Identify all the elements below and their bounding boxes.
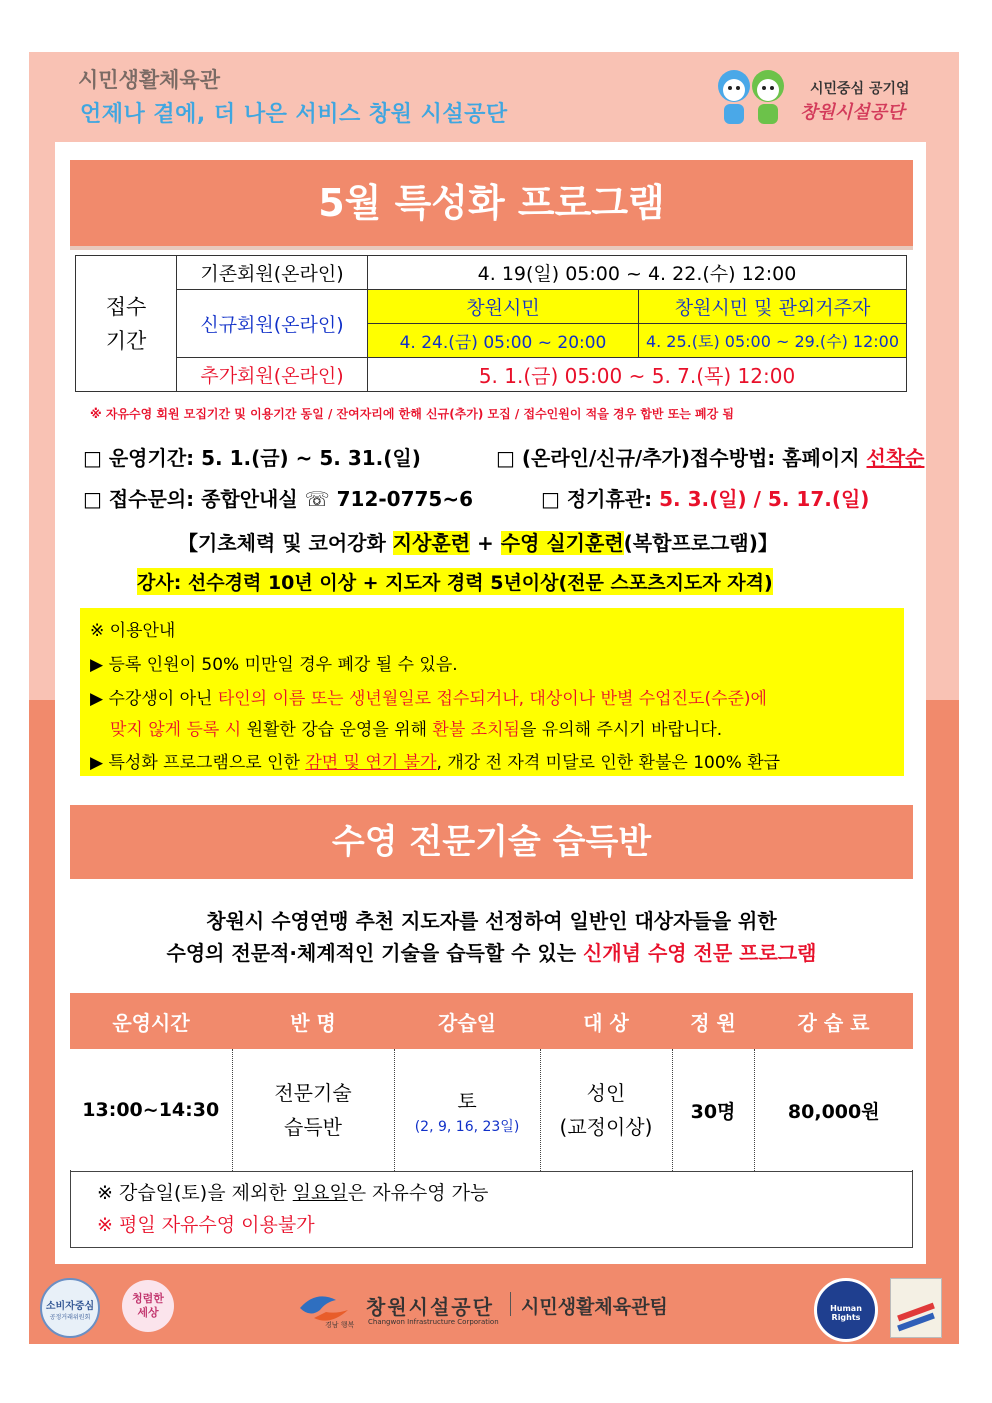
logo-wordmark: 창원시설공단 xyxy=(800,102,905,123)
guide-item-3-a: 맞지 않게 등록 시 xyxy=(110,720,242,740)
cell-fee: 80,000원 xyxy=(754,1049,913,1172)
col-header-capacity: 정 원 xyxy=(672,993,754,1049)
consumer-badge-sub: 공정거래위원회 xyxy=(49,1314,91,1321)
guide-item-2-b: 타인의 이름 또는 생년월일로 접수되거나, 대상이나 반별 수업진도(수준)에 xyxy=(217,689,767,709)
closed-days-label: □ 정기휴관: xyxy=(541,487,660,511)
corp-name-en: Changwon Infrastructure Corporation xyxy=(368,1318,499,1326)
guide-title: ※ 이용안내 xyxy=(90,621,176,641)
instructor-info: 강사: 선수경력 10년 이상 + 지도자 경력 5년이상(전문 스포츠지도자 자격) xyxy=(137,568,773,595)
existing-member-label: 기존회원(온라인) xyxy=(177,256,368,290)
program-desc-line1: 창원시 수영연맹 추천 지도자를 선정하여 일반인 대상자들을 위한 xyxy=(206,909,777,933)
program-note-1-sunday: 일요일 xyxy=(292,1182,348,1204)
cell-day xyxy=(394,1049,540,1172)
program-note-1-a: ※ 강습일(토)을 제외한 xyxy=(97,1182,293,1204)
cell-day-main: 토 xyxy=(457,1088,477,1113)
cell-class-line2: 습득반 xyxy=(284,1115,342,1139)
course-part-swim: 수영 실기훈련 xyxy=(500,531,624,555)
usage-guide-box xyxy=(80,608,904,776)
mascot-logo-icon xyxy=(712,64,792,130)
guide-item-4-b: 감면 및 연기 불가 xyxy=(305,753,437,773)
org-name: 시민생활체육관 xyxy=(78,68,221,92)
reg-label-line1: 접수 xyxy=(105,294,147,319)
new-member-col2-head: 창원시민 및 관외거주자 xyxy=(639,290,907,324)
program-desc-line2-a: 수영의 전문적·체계적인 기술을 습득할 수 있는 xyxy=(166,941,584,965)
certification-badge-icon xyxy=(890,1278,942,1338)
course-part-e: (복합프로그램)】 xyxy=(623,531,778,555)
cell-capacity: 30명 xyxy=(672,1049,754,1172)
guide-item-3-d: 을 유의해 주시기 바랍니다. xyxy=(519,720,723,740)
closed-days-dates: 5. 3.(일) / 5. 17.(일) xyxy=(659,487,870,511)
program-desc-line2 xyxy=(70,937,913,966)
col-header-fee: 강 습 료 xyxy=(754,993,913,1049)
human-rights-badge xyxy=(814,1278,878,1342)
new-member-col2-period: 4. 25.(토) 05:00 ~ 29.(수) 12:00 xyxy=(639,324,907,358)
reg-period-label xyxy=(76,256,177,392)
guide-item-3-b: 원활한 강습 운영을 위해 xyxy=(241,720,433,740)
clean-badge-text: 청렴한 세상 xyxy=(132,1292,164,1319)
col-header-target: 대 상 xyxy=(540,993,672,1049)
first-come-badge: 선착순 xyxy=(866,446,925,470)
col-header-class: 반 명 xyxy=(232,993,394,1049)
col-header-day: 강습일 xyxy=(394,993,540,1049)
course-description xyxy=(178,527,778,556)
col-header-time: 운영시간 xyxy=(70,993,232,1049)
registration-period-table xyxy=(75,255,907,392)
guide-item-2-a: ▶ 수강생이 아닌 xyxy=(90,689,218,709)
new-member-col1-head: 창원시민 xyxy=(368,290,639,324)
program-note-1 xyxy=(97,1178,488,1205)
existing-member-period: 4. 19(일) 05:00 ~ 4. 22.(수) 12:00 xyxy=(368,256,907,290)
operation-period: □ 운영기간: 5. 1.(금) ~ 5. 31.(일) xyxy=(83,446,421,470)
new-member-label: 신규회원(온라인) xyxy=(177,290,368,358)
cell-class-line1: 전문기술 xyxy=(274,1081,352,1105)
registration-method-text: □ (온라인/신규/추가)접수방법: 홈페이지 xyxy=(496,446,867,470)
cell-class xyxy=(232,1049,394,1172)
course-part-a: 【기초체력 및 코어강화 xyxy=(178,531,393,555)
program-table-header xyxy=(70,993,913,1049)
program-table xyxy=(70,993,913,1172)
recruitment-note: ※ 자유수영 회원 모집기간 및 이용기간 동일 / 잔여자리에 한해 신규(추가) 모집 / 접수인원이 적을 경우 합반 또는 폐강 됨 xyxy=(90,407,735,421)
program-note-2: ※ 평일 자유수영 이용불가 xyxy=(97,1214,315,1236)
registration-method xyxy=(496,442,924,471)
guide-item-4 xyxy=(90,748,780,773)
team-name: 시민생활체육관팀 xyxy=(521,1296,668,1318)
guide-item-4-a: ▶ 특성화 프로그램으로 인한 xyxy=(90,753,306,773)
add-member-label: 추가회원(온라인) xyxy=(177,358,368,392)
consumer-badge-text: 소비자중심 xyxy=(45,1301,95,1312)
cell-target xyxy=(540,1049,672,1172)
program-title-banner: 5월 특성화 프로그램 xyxy=(70,160,913,250)
add-member-period: 5. 1.(금) 05:00 ~ 5. 7.(목) 12:00 xyxy=(368,358,907,392)
guide-item-3 xyxy=(110,715,722,740)
gyeongnam-text: 경남 행복 xyxy=(325,1321,355,1329)
guide-item-4-c: , 개강 전 자격 미달로 인한 환불은 100% 환급 xyxy=(436,753,781,773)
program-note-box xyxy=(70,1170,913,1248)
course-part-plus: + xyxy=(470,531,501,555)
cell-time: 13:00~14:30 xyxy=(70,1049,232,1172)
logo-tagline: 시민중심 공기업 xyxy=(810,81,910,97)
human-rights-text: Human Rights xyxy=(830,1304,862,1322)
guide-item-1: ▶ 등록 인원이 50% 미만일 경우 폐강 될 수 있음. xyxy=(90,655,458,675)
swim-program-banner: 수영 전문기술 습득반 xyxy=(70,805,913,879)
program-desc-highlight: 신개념 수영 전문 프로그램 xyxy=(583,941,817,965)
closed-days xyxy=(541,483,869,512)
inquiry-line: □ 접수문의: 종합안내실 ☏ 712-0775~6 xyxy=(83,487,474,511)
new-member-col1-period: 4. 24.(금) 05:00 ~ 20:00 xyxy=(368,324,639,358)
corp-name: 창원시설공단 xyxy=(366,1295,494,1319)
clean-world-badge xyxy=(122,1280,174,1332)
course-part-ground: 지상훈련 xyxy=(392,531,471,555)
cell-day-dates: (2, 9, 16, 23일) xyxy=(414,1118,520,1135)
guide-item-3-c: 환불 조치됨 xyxy=(432,720,520,740)
program-note-1-c: 은 자유수영 가능 xyxy=(347,1182,489,1204)
reg-label-line2: 기간 xyxy=(105,328,147,353)
slogan: 언제나 곁에, 더 나은 서비스 창원 시설공단 xyxy=(80,102,508,127)
footer-divider xyxy=(510,1292,511,1316)
table-row xyxy=(70,1049,913,1172)
guide-item-2 xyxy=(90,684,767,709)
cell-target-line2: (교정이상) xyxy=(559,1115,653,1139)
cell-target-line1: 성인 xyxy=(586,1081,626,1105)
consumer-centric-badge xyxy=(40,1278,100,1338)
